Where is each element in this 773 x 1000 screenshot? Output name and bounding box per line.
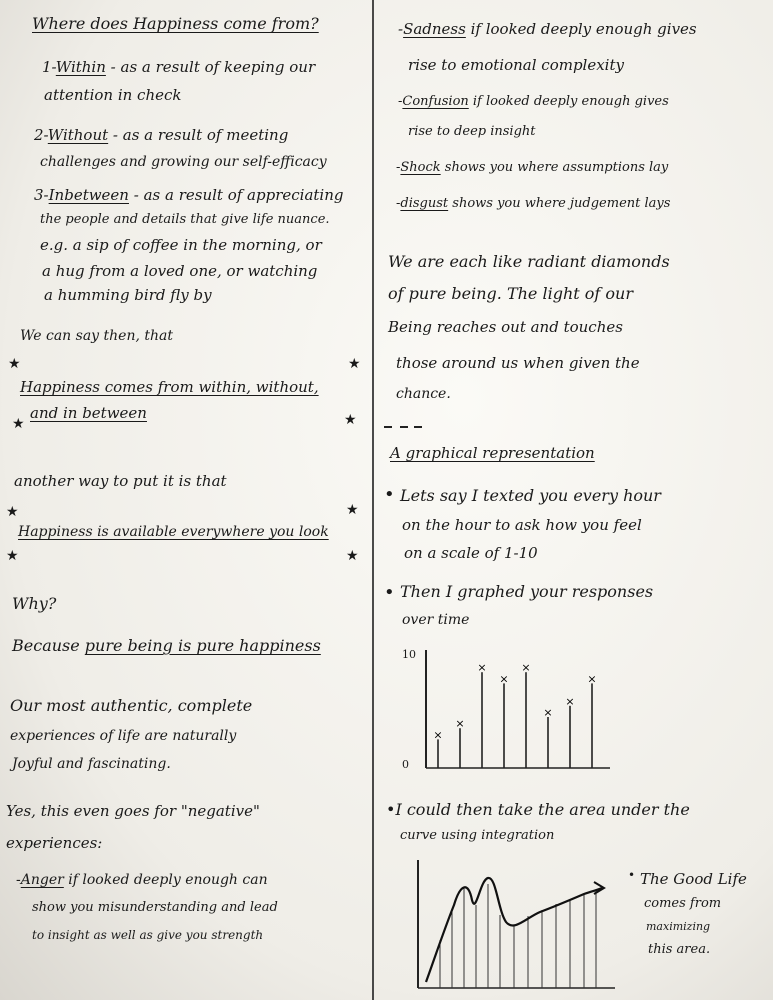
statement-happiness-everywhere: Happiness is available everywhere you look: [18, 524, 329, 540]
item-dash: -: [396, 196, 401, 211]
star-icon: ★: [6, 548, 19, 564]
good-life-line2: comes from: [644, 896, 722, 911]
bullet1-line1: Lets say I texted you every hour: [400, 486, 661, 505]
item-text: - as a result of keeping our: [105, 58, 316, 76]
bullet3-line2: curve using integration: [400, 828, 555, 843]
item-text: if looked deeply enough gives: [468, 94, 669, 109]
bullet3-line1: [386, 800, 690, 819]
say-then-text: We can say then, that: [20, 328, 173, 344]
star-icon: ★: [346, 502, 359, 518]
item-dash: -: [398, 20, 404, 38]
diamond-line4: those around us when given the: [396, 354, 640, 372]
dash-separator: [384, 424, 424, 430]
item-text: shows you where assumptions lay: [440, 160, 669, 175]
item-key: Anger: [20, 872, 64, 888]
diamond-line2: of pure being. The light of our: [388, 284, 633, 303]
anger-line2: show you misunderstanding and lead: [32, 900, 278, 915]
confusion-line2: rise to deep insight: [408, 124, 536, 139]
authentic-line2: experiences of life are naturally: [10, 728, 237, 744]
good-life-line3: maximizing: [646, 920, 711, 933]
item-dash: -: [396, 160, 401, 175]
area-under-curve-sketch: [410, 860, 620, 990]
data-point-x-mark: ×: [433, 728, 443, 742]
diamond-line5: chance.: [396, 386, 451, 402]
bullet-icon: •: [384, 582, 395, 603]
bullet2-line2: over time: [402, 612, 470, 628]
star-icon: ★: [344, 412, 357, 428]
negative-line2: experiences:: [6, 834, 103, 852]
star-icon: ★: [12, 416, 25, 432]
data-point-x-mark: ×: [587, 672, 597, 686]
page-title: Where does Happiness come from?: [32, 14, 319, 33]
item-key: Sadness: [403, 20, 466, 38]
item-inbetween-line2: the people and details that give life nuance.: [40, 212, 330, 227]
item-key: Confusion: [402, 94, 469, 109]
anger-item: [16, 872, 268, 888]
star-icon: ★: [348, 356, 361, 372]
graph-heading: A graphical representation: [390, 444, 595, 462]
item-inbetween-line5: a humming bird fly by: [44, 286, 212, 304]
item-key: Without: [47, 126, 109, 144]
bullet2-line1: Then I graphed your responses: [400, 582, 654, 601]
star-icon: ★: [8, 356, 21, 372]
good-life-line4: this area.: [648, 942, 711, 957]
another-way-text: another way to put it is that: [14, 472, 227, 490]
data-point-x-mark: ×: [543, 706, 553, 719]
diamond-line3: Being reaches out and touches: [388, 318, 623, 336]
because-underlined: pure being is pure happiness: [84, 636, 321, 655]
data-point-x-mark: ×: [499, 672, 509, 686]
item-without: [34, 126, 288, 144]
authentic-line3: Joyful and fascinating.: [12, 756, 171, 772]
statement-happiness-sources: Happiness comes from within, without,: [20, 378, 319, 396]
disgust-item: [396, 196, 670, 211]
data-point-x-mark: ×: [565, 694, 575, 708]
star-icon: ★: [6, 504, 19, 520]
bullet-icon: •: [384, 484, 395, 505]
shock-item: [396, 160, 668, 175]
item-number: 3-: [34, 186, 49, 204]
authentic-line1: Our most authentic, complete: [10, 696, 253, 715]
item-text: if looked deeply enough can: [63, 872, 268, 888]
arrow-head-icon: [594, 882, 604, 894]
item-number: 2-: [34, 126, 48, 144]
item-key: disgust: [400, 196, 449, 211]
item-key: Shock: [400, 160, 441, 175]
confusion-item: [398, 94, 669, 109]
axis-label-bottom: 0: [402, 758, 409, 771]
anger-line3: to insight as well as give you strength: [32, 928, 264, 942]
data-point-x-mark: ×: [455, 717, 465, 731]
item-text: - as a result of meeting: [108, 126, 289, 144]
data-point-x-mark: ×: [521, 661, 531, 675]
item-inbetween-line4: a hug from a loved one, or watching: [42, 262, 318, 280]
item-within: [42, 58, 315, 76]
item-dash: -: [16, 872, 21, 888]
item-number: 1-: [42, 58, 56, 76]
because-prefix: Because: [12, 636, 85, 655]
feelings-stem-plot: [420, 650, 620, 770]
statement-happiness-sources-line2: and in between: [30, 404, 147, 422]
sadness-line2: rise to emotional complexity: [408, 56, 624, 74]
good-life-line1: The Good Life: [640, 870, 747, 888]
sadness-item: [398, 20, 697, 38]
item-dash: -: [398, 94, 403, 109]
column-divider: [372, 0, 374, 1000]
item-within-line2: attention in check: [44, 86, 182, 104]
axis-label-top: 10: [402, 648, 416, 661]
item-text: if looked deeply enough gives: [465, 20, 697, 38]
data-point-x-mark: ×: [477, 661, 487, 675]
item-key: Inbetween: [48, 186, 129, 204]
diamond-line1: We are each like radiant diamonds: [388, 252, 670, 271]
why-heading: Why?: [12, 594, 57, 613]
item-inbetween-line3: e.g. a sip of coffee in the morning, or: [40, 236, 322, 254]
item-key: Within: [55, 58, 106, 76]
star-icon: ★: [346, 548, 359, 564]
bullet3-text: I could then take the area under the: [395, 800, 690, 819]
item-text: - as a result of appreciating: [128, 186, 344, 204]
bullet1-line3: on a scale of 1-10: [404, 544, 538, 562]
negative-line1: Yes, this even goes for "negative": [6, 802, 260, 820]
item-inbetween: [34, 186, 343, 204]
bullet1-line2: on the hour to ask how you feel: [402, 516, 642, 534]
because-line: [12, 636, 321, 655]
item-without-line2: challenges and growing our self-efficacy: [40, 154, 327, 170]
bullet-icon: •: [628, 868, 636, 882]
item-text: shows you where judgement lays: [448, 196, 671, 211]
bullet-icon: •: [386, 800, 396, 819]
